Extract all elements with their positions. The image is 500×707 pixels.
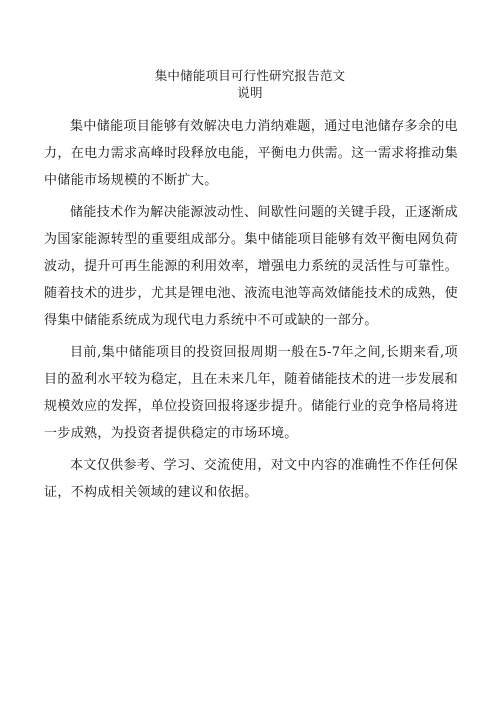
paragraph-intro: 集中储能项目能够有效解决电力消纳难题，通过电池储存多余的电力，在电力需求高峰时段释放电能，平衡电力供需。这一需求将推动集中储能市场规模的不断扩大。 (44, 119, 458, 188)
document-title: 集中储能项目可行性研究报告范文 (154, 68, 346, 83)
paragraph-disclaimer: 本文仅供参考、学习、交流使用，对文中内容的准确性不作任何保证，不构成相关领域的建议和依据。 (44, 458, 458, 500)
paragraph-technology: 储能技术作为解决能源波动性、间歇性问题的关键手段，正逐渐成为国家能源转型的重要组成部分。集中储能项目能够有效平衡电网负荷波动，提升可再生能源的利用效率，增强电力系统的灵活性与可靠性。随着技术的进步，尤其是锂电池、液流电池等高效储能技术的成熟，使得集中储能系统成为现代电力系统中不可或缺的一部分。 (44, 205, 458, 328)
document-subtitle: 说明 (237, 85, 263, 100)
paragraph-investment: 目前,集中储能项目的投资回报周期一般在5-7年之间,长期来看,项目的盈利水平较为稳定，且在未来几年，随着储能技术的进一步发展和规模效应的发挥，单位投资回报将逐步提升。储能行业的竞争格局将进一步成熟，为投资者提供稳定的市场环境。 (44, 345, 458, 441)
document-body (44, 113, 458, 511)
